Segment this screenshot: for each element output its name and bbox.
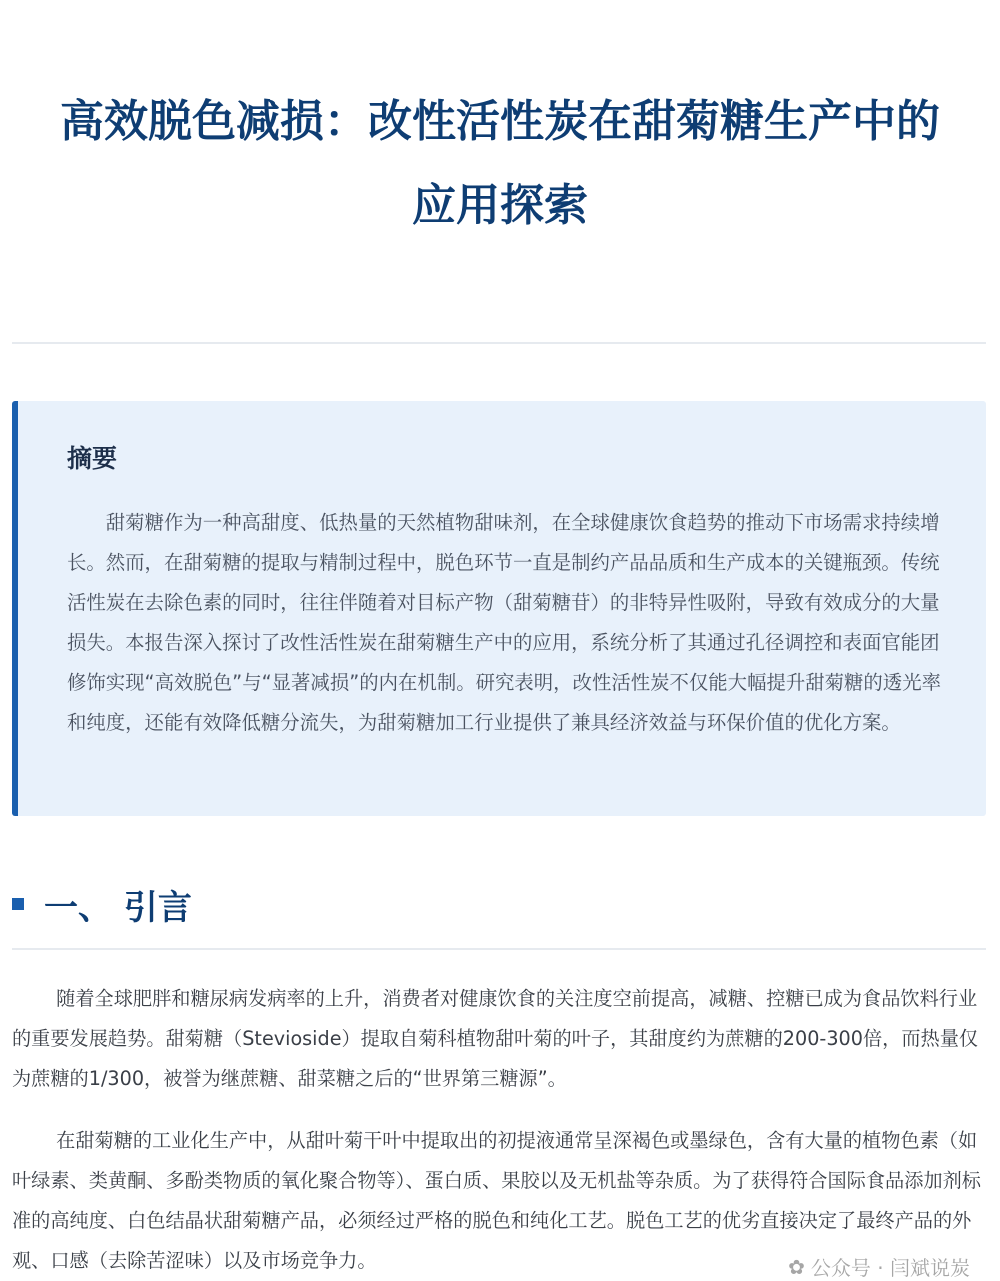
section-heading-introduction [12,878,192,930]
watermark-text: 公众号 · 闫斌说炭 [810,1256,970,1280]
section-title: 一、 引言 [44,887,192,928]
title-divider [12,342,986,344]
page-title [0,80,1000,248]
intro-paragraph-1: 随着全球肥胖和糖尿病发病率的上升，消费者对健康饮食的关注度空前提高，减糖、控糖已成为食品饮料行业的重要发展趋势。甜菊糖（Stevioside）提取自菊科植物甜叶菊的叶子，其甜度约为蔗糖的200-300倍，而热量仅为蔗糖的1/300，被誉为继蔗糖、甜菜糖之后的“世界第三糖源”。 [12,987,979,1090]
page-title-line-1: 高效脱色减损：改性活性炭在甜菊糖生产中的 [60,96,940,147]
section-marker-icon [12,898,24,910]
wechat-icon: ✿ [788,1254,805,1279]
abstract-body: 甜菊糖作为一种高甜度、低热量的天然植物甜味剂，在全球健康饮食趋势的推动下市场需求持续增长。然而，在甜菊糖的提取与精制过程中，脱色环节一直是制约产品品质和生产成本的关键瓶颈。传统活性炭在去除色素的同时，往往伴随着对目标产物（甜菊糖苷）的非特异性吸附，导致有效成分的大量损失。本报告深入探讨了改性活性炭在甜菊糖生产中的应用，系统分析了其通过孔径调控和表面官能团修饰实现“高效脱色”与“显著减损”的内在机制。研究表明，改性活性炭不仅能大幅提升甜菊糖的透光率和纯度，还能有效降低糖分流失，为甜菊糖加工行业提供了兼具经济效益与环保价值的优化方案。 [67,511,941,734]
abstract-heading: 摘要 [67,444,118,473]
abstract-box [12,401,986,816]
section-divider [12,948,986,950]
intro-paragraph-2: 在甜菊糖的工业化生产中，从甜叶菊干叶中提取出的初提液通常呈深褐色或墨绿色，含有大量的植物色素（如叶绿素、类黄酮、多酚类物质的氧化聚合物等）、蛋白质、果胶以及无机盐等杂质。为了获得符合国际食品添加剂标准的高纯度、白色结晶状甜菊糖产品，必须经过严格的脱色和纯化工艺。脱色工艺的优劣直接决定了最终产品的外观、口感（去除苦涩味）以及市场竞争力。 [12,1129,981,1272]
watermark [788,1252,970,1281]
page-title-line-2: 应用探索 [412,180,588,231]
